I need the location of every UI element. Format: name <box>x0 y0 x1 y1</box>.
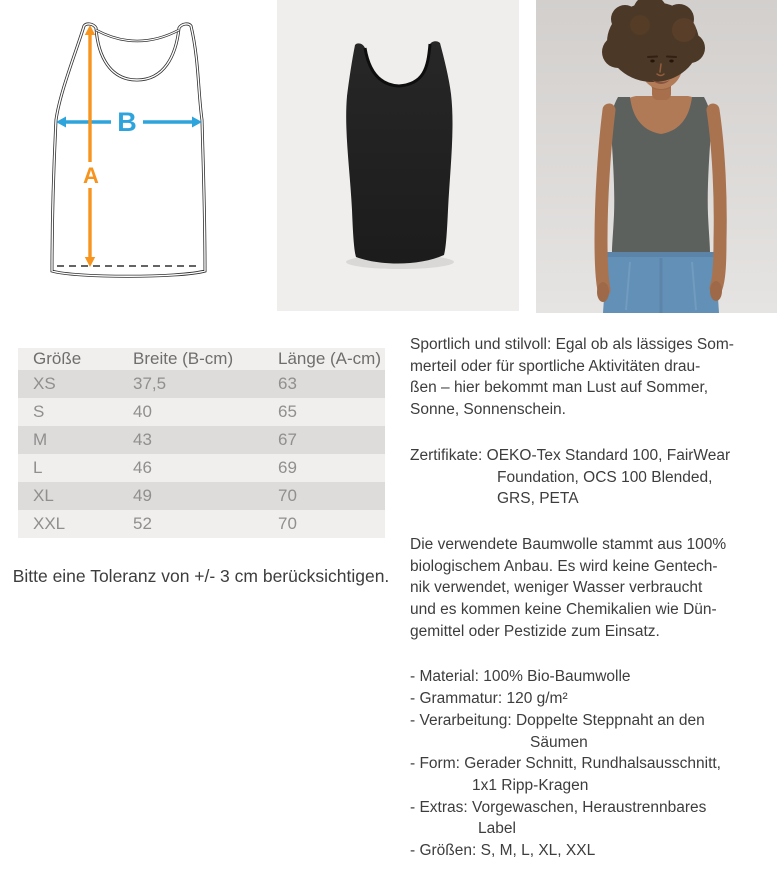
cell-size: L <box>33 458 43 477</box>
cell-width: 52 <box>133 514 152 533</box>
model-jeans <box>603 252 719 313</box>
cell-length: 65 <box>278 402 297 421</box>
description-intro: Sportlich und stilvoll: Egal ob als lässiges Som- merteil oder für sportliche Aktivitäten drau- ßen – hier bekommt man Lust auf Sommer, Sonne, Sonnenschein. <box>410 336 734 419</box>
cell-size: XL <box>33 486 54 505</box>
cell-width: 40 <box>133 402 152 421</box>
size-diagram <box>40 14 220 286</box>
cell-width: 46 <box>133 458 152 477</box>
cell-width: 37,5 <box>133 374 167 393</box>
cell-length: 69 <box>278 458 297 477</box>
cell-width: 43 <box>133 430 152 449</box>
cell-size: XS <box>33 374 56 393</box>
table-row <box>18 426 385 454</box>
table-row <box>18 370 385 398</box>
cell-size: M <box>33 430 48 449</box>
cell-length: 70 <box>278 486 297 505</box>
description-certificates: Zertifikate: OEKO-Tex Standard 100, FairWear Foundation, OCS 100 Blended, GRS, PETA <box>410 446 731 508</box>
cell-size: S <box>33 402 45 421</box>
width-label: B <box>117 107 137 137</box>
tank-top-outline-drawing <box>52 24 205 276</box>
table-row <box>18 482 385 510</box>
cell-width: 49 <box>133 486 152 505</box>
product-description <box>410 334 777 862</box>
product-photo-model <box>536 0 777 313</box>
size-table-header <box>18 348 385 370</box>
cell-length: 63 <box>278 374 297 393</box>
length-label: A <box>83 163 99 188</box>
tolerance-note: Bitte eine Toleranz von +/- 3 cm berücksichtigen. <box>12 566 390 586</box>
product-photo-flat <box>277 0 519 311</box>
cell-size: XXL <box>33 514 66 533</box>
cell-length: 67 <box>278 430 297 449</box>
cell-length: 70 <box>278 514 297 533</box>
column-header-size: Größe <box>33 349 82 368</box>
table-row <box>18 510 385 538</box>
table-row <box>18 398 385 426</box>
size-table <box>18 348 385 538</box>
column-header-length: Länge (A-cm) <box>278 349 381 368</box>
description-specs: - Material: 100% Bio-Baumwolle - Grammatur: 120 g/m² - Verarbeitung: Doppelte Steppnaht an den Säumen - Form: Gerader Schnitt, Rundhalsausschnitt, 1x1 Ripp-Kragen - Extras: Vorgewaschen, Heraustrennbares Label - Größen: S, M, L, XL, XXL <box>410 668 721 860</box>
table-row <box>18 454 385 482</box>
description-cotton: Die verwendete Baumwolle stammt aus 100% biologischem Anbau. Es wird keine Gentech- nik verwendet, weniger Wasser verbraucht und es kommen keine Chemikalien wie Dün- gemittel oder Pestizide zum Einsatz. <box>410 535 727 640</box>
column-header-width: Breite (B-cm) <box>133 349 234 368</box>
